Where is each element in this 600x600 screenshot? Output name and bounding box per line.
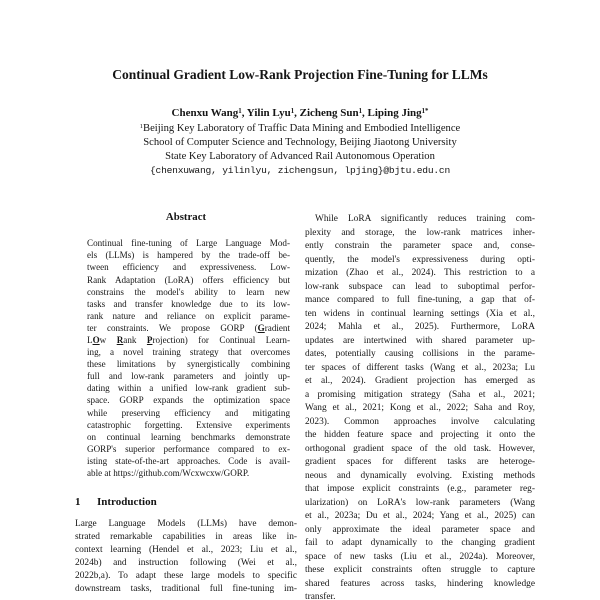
text-line: LOw Rank Projection) for Continual Learn-	[87, 334, 290, 345]
text-line: et al., 2023a; Du et al., 2024; Yang et al., 2025) can	[305, 511, 535, 522]
paper-title: Continual Gradient Low-Rank Projection Fine-Tuning for LLMs	[112, 67, 488, 82]
left-column	[75, 211, 297, 600]
text-line: downstream tasks, traditional full fine-tuning im-	[75, 584, 297, 595]
text-line: updates are intertwined with shared parameter up-	[305, 335, 535, 346]
text-line: only approximate the ideal parameter space and	[305, 524, 535, 535]
text-line: transfer.	[305, 592, 336, 600]
section-number: 1	[75, 496, 81, 509]
text-line: on continual learning benchmarks demonstrate	[87, 431, 290, 442]
authors-line	[0, 107, 600, 121]
affiliation-line: $^1$Beijing Key Laboratory of Traffic Data Mining and Embodied Intelligence	[139, 123, 461, 134]
text-line: tasks and transfer knowledge due to its low-	[87, 298, 290, 309]
affiliation-line: State Key Laboratory of Advanced Rail Autonomous Operation	[165, 150, 435, 162]
text-line: mization (Zhao et al., 2024). This restriction to a	[305, 268, 535, 279]
affiliations-block	[0, 122, 600, 163]
section-heading-introduction	[75, 496, 297, 509]
right-column	[305, 211, 535, 600]
text-line: ter spaces of different tasks (Wang et al., 2023a; Lu	[305, 362, 535, 373]
text-line: the hidden feature space and projecting it onto the	[305, 430, 535, 441]
text-line: dating within a unified low-rank gradient sub-	[87, 383, 290, 394]
text-line: isting state-of-the-art approaches. Code is avail-	[87, 455, 290, 466]
text-line: space. GORP expands the optimization space	[87, 395, 290, 406]
text-line: catastrophic forgetting. Extensive experiments	[87, 419, 290, 430]
affiliation-mark: 1	[139, 123, 144, 131]
text-line: 2024b) and instruction following (Wei et al.,	[75, 558, 297, 569]
author-affiliation-mark: 1	[358, 107, 363, 115]
abstract-body	[87, 237, 290, 479]
text-line: these limitations by synergistically combining	[87, 359, 290, 370]
text-line: these explicit constraints often struggle to capture	[305, 565, 535, 576]
text-line: orthogonal gradient space of the old task. However,	[305, 443, 535, 454]
text-line: plexity and storage, the low-rank matrices inher-	[305, 227, 535, 238]
text-line: ten widens in continual learning settings (Xia et al.,	[305, 308, 535, 319]
text-line: GORP's superior performance compared to ex-	[87, 443, 290, 454]
text-line: 2022b,a). To adapt these large models to specific	[75, 571, 297, 582]
text-line: ently constrain the parameter space and, conse-	[305, 241, 535, 252]
text-line: rank nature and reliance on explicit parame-	[87, 310, 290, 321]
text-line: tween efficiency and expressiveness. Low-	[87, 262, 290, 273]
text-line: ing, a novel training strategy that overcomes	[87, 347, 290, 358]
author-affiliation-mark: 1*	[421, 107, 429, 115]
abstract-heading: Abstract	[165, 211, 207, 224]
text-line: Rank Adaptation (LoRA) offers efficiency but	[87, 274, 290, 285]
author-name: Liping Jing$^{1*}$	[367, 107, 429, 119]
text-line: dates, potentially causing collisions in the parame-	[305, 349, 535, 360]
text-line: ularization) on LoRA's low-rank parameters (Wang	[305, 497, 535, 508]
text-line: While LoRA significantly reduces training com-	[315, 214, 535, 225]
text-line: quently, the model's expressiveness during opti-	[305, 254, 535, 265]
text-line: gradient spaces for different tasks are heteroge-	[305, 457, 535, 468]
text-line: et al., 2024). Gradient projection has emerged as	[305, 376, 535, 387]
text-line: ter constraints. We propose GORP (Gradient	[87, 322, 290, 333]
affiliation-line: School of Computer Science and Technology, Beijing Jiaotong University	[143, 137, 457, 149]
text-line: neous and dynamically evolving. Existing methods	[305, 470, 535, 481]
text-line: Large Language Models (LLMs) have demon-	[75, 519, 297, 530]
text-line: shared features across tasks, hindering knowledge	[305, 578, 535, 589]
text-line: mance compared to full fine-tuning, a gap that of-	[305, 295, 535, 306]
text-line: constrains the model's ability to learn new	[87, 286, 290, 297]
text-line: while preserving efficiency and mitigating	[87, 407, 290, 418]
email-line: {chenxuwang, yilinlyu, zichengsun, lpjing}@bjtu.edu.cn	[149, 165, 451, 177]
author-affiliation-mark: 1	[290, 107, 295, 115]
text-line: full and low-rank parameters and jointly up-	[87, 371, 290, 382]
author-name: Zicheng Sun$^1$,	[299, 107, 368, 119]
text-line: context learning (Hendel et al., 2023; Liu et al.,	[75, 545, 297, 556]
author-name: Chenxu Wang$^1$,	[171, 107, 247, 119]
text-line: 2023). Common approaches involve calculating	[305, 416, 535, 427]
text-line: 2024; Mahla et al., 2025). Furthermore, LoRA	[305, 322, 535, 333]
introduction-body	[75, 518, 297, 596]
section-title: Introduction	[97, 496, 157, 509]
author-name: Yilin Lyu$^1$,	[246, 107, 300, 119]
text-line: that impose explicit constraints (e.g., parameter reg-	[305, 484, 535, 495]
text-line: Wang et al., 2021; Kong et al., 2022; Saha and Roy,	[305, 403, 535, 414]
right-column-body	[305, 213, 535, 600]
author-affiliation-mark: 1	[238, 107, 242, 115]
text-line: able at https://github.com/Wcxwcxw/GORP.	[87, 468, 250, 478]
two-column-body	[0, 211, 600, 600]
text-line: a promising mitigation strategy (Saha et al., 2021;	[305, 389, 535, 400]
text-line: els (LLMs) is hampered by the trade-off be-	[87, 250, 290, 261]
text-line: fail to adapt dynamically to the changing gradient	[305, 538, 535, 549]
text-line: space of new tasks (Liu et al., 2024a). Moreover,	[305, 551, 535, 562]
text-line: Continual fine-tuning of Large Language Mod-	[87, 238, 290, 249]
text-line: strated remarkable capabilities in areas like in-	[75, 532, 297, 543]
text-line: low-rank subspace can lead to suboptimal perfor-	[305, 281, 535, 292]
